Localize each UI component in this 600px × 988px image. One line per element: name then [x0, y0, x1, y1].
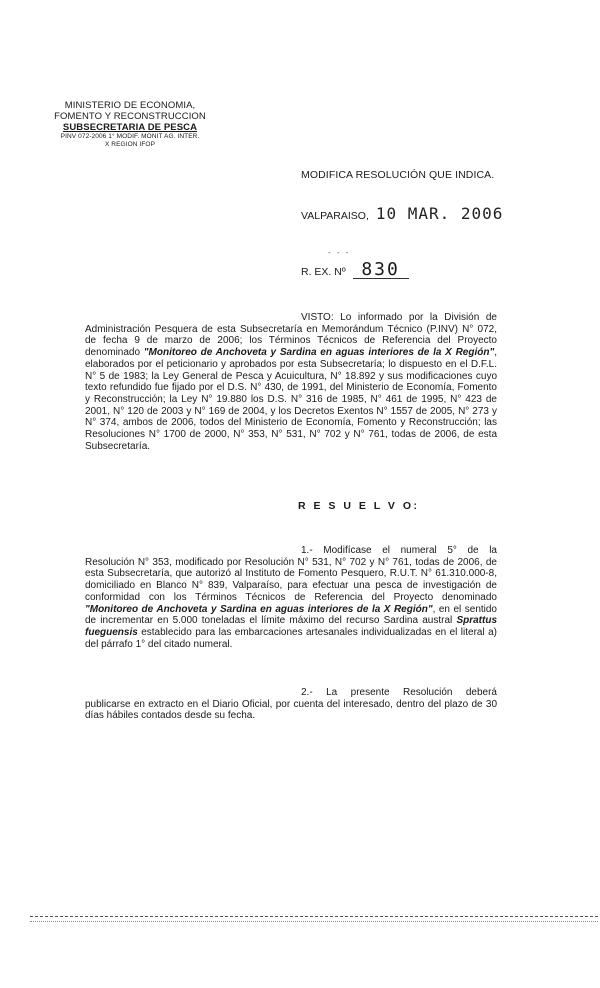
rex-number: 830: [353, 262, 409, 279]
footer-divider-dotted: [30, 921, 598, 922]
place-label: VALPARAISO,: [301, 210, 369, 222]
subsecretaria-line: SUBSECRETARIA DE PESCA: [62, 122, 198, 133]
item-2-text: 2.- La presente Resolución deberá publicarse en extracto en el Diario Oficial, por cuenta del interesado, dentro del plazo de 30 días hábiles contados desde su fecha.: [85, 687, 497, 722]
letterhead: [40, 100, 220, 149]
reference-line-1: PINV 072-2006 1° MODIF. MONIT AG. INTER.: [60, 133, 200, 140]
place-date: [301, 204, 503, 223]
item-1-paragraph: [85, 545, 497, 650]
item-1-text-2: , en el sentido de incrementar en 5.000 toneladas el límite máximo del recurso Sardina austral: [85, 603, 497, 627]
ministry-line-1: MINISTERIO DE ECONOMIA,: [64, 100, 196, 111]
subject-line: MODIFICA RESOLUCIÓN QUE INDICA.: [301, 169, 495, 181]
resolution-number: [301, 259, 409, 280]
item-1-species-name: Sprattus fueguensis: [85, 615, 497, 638]
footer-divider: [30, 916, 598, 917]
rex-mark: - - -: [328, 248, 351, 257]
visto-text-2: , elaborados por el peticionario y aprobados por esta Subsecretaría; lo dispuesto en el D.F.L. N° 5 de 1983; la Ley General de Pesca y Acuicultura, N° 18.892 y sus modificaciones cuyo texto refundido fue fijado por el D.S. N° 430, de 1991, del Ministerio de Economía, Fomento y Reconstrucción; la Ley N° 19.880 los D.S. N° 316 de 1985, N° 461 de 1995, N° 423 de 2001, N° 120 de 2003 y N° 169 de 2004, y los Decretos Exentos N° 1557 de 2005, N° 273 y N° 374, ambos de 2006, todos del Ministerio de Economía, Fomento y Reconstrucción; las Resoluciones N° 1700 de 2000, N° 353, N° 531, N° 702 y N° 761, todas de 2006, de esta Subsecretaría.: [85, 347, 497, 452]
visto-project-name: "Monitoreo de Anchoveta y Sardina en aguas interiores de la X Región": [143, 347, 495, 359]
resuelvo-heading: R E S U E L V O:: [298, 500, 420, 512]
item-1-text-3: establecido para las embarcaciones artesanales individualizadas en el literal a) del párrafo 1° del citado numeral.: [85, 626, 497, 650]
rex-label: R. EX. Nº: [301, 266, 346, 278]
reference-line-2: X REGION IFOP: [104, 141, 156, 148]
item-1-project-name: "Monitoreo de Anchoveta y Sardina en aguas interiores de la X Región": [85, 603, 433, 615]
date-stamp: 10 MAR. 2006: [375, 204, 504, 223]
visto-text-1: VISTO: Lo informado por la División de Administración Pesquera de esta Subsecretaría en Memorándum Técnico (P.INV) N° 072, de fecha 9 de marzo de 2006; los Términos Técnicos de Referencia del Proyecto denominado: [85, 312, 497, 359]
ministry-line-2: FOMENTO Y RECONSTRUCCION: [54, 111, 206, 122]
visto-paragraph: [85, 312, 497, 452]
item-2-paragraph: [85, 687, 497, 722]
item-1-text-1: 1.- Modifícase el numeral 5° de la Resolución N° 353, modificado por Resolución N° 531, N° 702 y N° 761, todas de 2006, de esta Subsecretaría, que autorizó al Instituto de Fomento Pesquero, R.U.T. N° 61.310.000-8, domiciliado en Blanco N° 839, Valparaíso, para efectuar una pesca de investigación de conformidad con los Términos Técnicos de Referencia del Proyecto denominado: [85, 545, 497, 603]
